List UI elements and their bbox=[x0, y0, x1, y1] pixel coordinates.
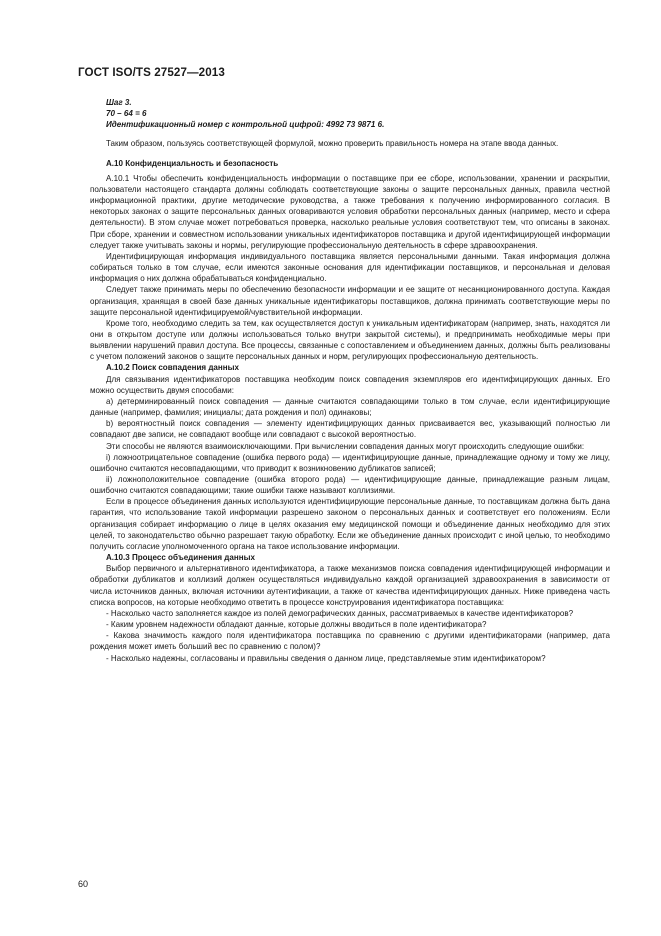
section-a102-paragraph-2: Эти способы не являются взаимоисключающими. При вычислении совпадения данных могут происходить следующие ошибки: bbox=[106, 441, 585, 451]
section-a10-paragraph-4: Кроме того, необходимо следить за тем, как осуществляется доступ к уникальным идентификаторам (например, знать, находятся ли они в открытом доступе или должны использоваться только внутри закрытой системы), и предпринимать необходимые меры при выявлении нарушений правил доступа. Все процессы, связанные с сопоставлением и объединением данных, должны быть реализованы с учетом положений законов о защите персональных данных и норм, регулирующих профессиональную деятельность. bbox=[90, 318, 610, 362]
step-title: Шаг 3. bbox=[106, 98, 132, 107]
document-body bbox=[90, 97, 610, 664]
section-a102-paragraph-1: Для связывания идентификаторов поставщика необходим поиск совпадения экземпляров его идентифицирующих данных. Его можно осуществить двумя способами: bbox=[90, 374, 610, 395]
section-a10-paragraph-2: Идентифицирующая информация индивидуального поставщика является персональными данными. Такая информация должна собираться только в том случае, если имеются законные основания для идентификации поставщиков, и персональная и деловая информация о них должна обрабатываться конфиденциально. bbox=[90, 251, 610, 284]
section-a103-paragraph-1: Выбор первичного и альтернативного идентификатора, а также механизмов поиска совпадения идентифицирующей информации и обработки дубликатов и коллизий должен осуществляться индивидуально каждой организацией здравоохранения в зависимости от числа источников данных, включая источники аутентификации, а также от качества идентифицирующих данных. Ниже приведена часть списка вопросов, на которые необходимо ответить в процессе конструирования идентификатора поставщика: bbox=[90, 564, 610, 607]
section-a10-paragraph-3: Следует также принимать меры по обеспечению безопасности информации и ее защите от несанкционированного доступа. Каждая организация, хранящая в своей базе данных уникальные идентификаторы поставщиков, должна принимать соответствующие меры по защите персональной идентифицируемой/чувствительной информации. bbox=[90, 285, 610, 317]
page-number: 60 bbox=[78, 879, 89, 889]
section-a103-heading: А.10.3 Процесс объединения данных bbox=[106, 553, 255, 563]
section-a10-paragraph-1: А.10.1 Чтобы обеспечить конфиденциальность информации о поставщике при ее сборе, использовании, хранении и раскрытии, пользователи настоящего стандарта должны соблюдать соответствующие законы о защите персональных данных, правила честной информационной практики, другие методические руководства, а также требования к получению информированного согласия. В некоторых законах о защите персональных данных оговариваются условия обработки персональных данных (например, место и сфера деятельности). В этом случае может потребоваться проверка, насколько реальные условия соответствуют тем, что описаны в законах. При сборе, хранении и совместном использовании уникальных идентификаторов поставщика и другой идентифицирующей информации следует также учитывать законы и нормы, регулирующие профессиональную деятельность в сфере здравоохранения. bbox=[90, 173, 610, 250]
question-item-1: - Насколько часто заполняется каждое из полей демографических данных, рассматриваемых в качестве идентификаторов? bbox=[106, 608, 574, 618]
document-header: ГОСТ ISO/TS 27527—2013 bbox=[78, 66, 225, 79]
section-a102-paragraph-3: Если в процессе объединения данных используются идентифицирующие персональные данные, то поставщикам должна быть дана гарантия, что использование такой информации разрешено законом о персональных данных и соответствует его положениям. Если организация собирает информацию о лице в целях оказания ему медицинской помощи и объединение данных необходимо для этих целей, то законодательство обычно разрешает такую обработку. Если же объединение данных происходит с иной целью, то необходимо получить согласие уполномоченного органа на такое использование информации. bbox=[90, 497, 610, 551]
section-a10-heading: А.10 Конфиденциальность и безопасность bbox=[106, 158, 279, 168]
list-item-i: i) ложноотрицательное совпадение (ошибка первого рода) — идентифицирующие данные, принадлежащие одному и тому же лицу, ошибочно считаются несовпадающими, что приводит к возникновению дубликатов записей; bbox=[90, 452, 610, 473]
section-a102-heading: А.10.2 Поиск совпадения данных bbox=[106, 363, 239, 373]
question-item-4: - Насколько надежны, согласованы и правильны сведения о данном лице, представляемые этим идентификатором? bbox=[106, 653, 546, 663]
intro-paragraph: Таким образом, пользуясь соответствующей формулой, можно проверить правильность номера на этапе ввода данных. bbox=[106, 139, 559, 149]
list-item-b: b) вероятностный поиск совпадения — элементу идентифицирующих данных присваивается вес, указывающий полностью ли совпадают две записи, не совпадают вообще или совпадают с высокой вероятностью. bbox=[90, 419, 610, 440]
step-result: Идентификационный номер с контрольной цифрой: 4992 73 9871 6. bbox=[106, 120, 385, 130]
list-item-ii: ii) ложноположительное совпадение (ошибка второго рода) — идентифицирующие данные, принадлежащие разным лицам, ошибочно считаются совпадающими; такие ошибки также называют коллизиями. bbox=[90, 475, 610, 496]
question-item-2: - Каким уровнем надежности обладают данные, которые должны вводиться в поле идентификатора? bbox=[106, 620, 487, 630]
question-item-3: - Какова значимость каждого поля идентификатора поставщика по сравнению с другими идентификаторами (например, дата рождения может иметь больший вес по сравнению с полом)? bbox=[90, 631, 610, 652]
list-item-a: a) детерминированный поиск совпадения — данные считаются совпадающими только в том случае, если идентифицирующие данные (например, фамилия; инициалы; дата рождения и пол) одинаковы; bbox=[90, 396, 610, 418]
step-calc: 70 – 64 = 6 bbox=[106, 109, 147, 119]
